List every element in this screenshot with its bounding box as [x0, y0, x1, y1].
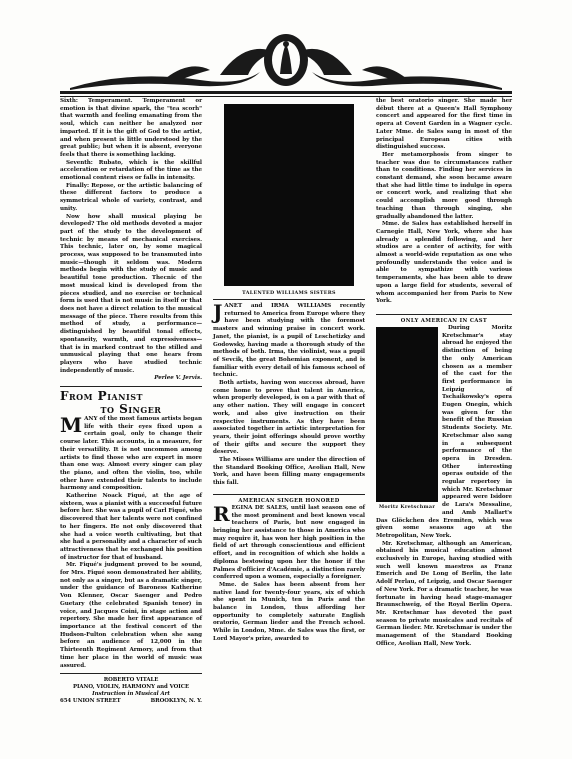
- ad-name: ROBERTO VITALE: [103, 677, 159, 684]
- section-heading-pianist: From Pianist: [60, 389, 143, 404]
- divider: [376, 314, 512, 315]
- divider: [60, 386, 202, 387]
- paragraph-mme: Mme. de Sales has been absent from her native land for twenty-four years, six of which she spent in Munich, ten in Paris and the balance in London, thus affording her opportunity to completely saturate English oratorio, German lieder and the French school. While in London, Mme. de Sales was the first, or Lord Mayor's prize, awarded to: [213, 581, 365, 642]
- section-heading-only-american: ONLY AMERICAN IN CAST: [400, 317, 488, 324]
- ad-sub: Instruction in Musical Art: [92, 691, 170, 698]
- paragraph-mr-kretschmar: Mr. Kretschmar, although an American, obtained his musical education almost exclusively in Europe, having studied with such well known maestros as Franz Emerich and De Long of Berlin, the late Adolf Perlau, of Leipzig, and Oscar Saenger of New York. For a dramatic teacher, he was fortunate in having head stage-manager Braunschweig, of the Royal Berlin Opera. Mr. Kretschmar has devoted the past season to private musicales and recitals of German lieder. Mr. Kretschmar is under the management of the Standard Booking Office, Aeolian Hall, New York.: [376, 540, 512, 647]
- column-middle: [213, 98, 365, 644]
- divider: [213, 494, 365, 495]
- ad-address-right: BROOKLYN, N. Y.: [150, 698, 202, 705]
- paragraph-mme2: Mme. de Sales has established herself in Carnegie Hall, New York, where she has already a splendid following, and her studios are a center of activity, for with almost a world-wide reputation as one who profoundly understands the voice and is able to sympathize with various temperaments, she has been able to draw upon a large field for students, several of whom accompanied her from Paris to New York.: [376, 221, 512, 305]
- paragraph-best: the best oratorio singer. She made her début there at a Queen's Hall Symphony concert and appeared for the first time in opera at Covent Garden in a Wagner cycle. Later Mme. de Sales sang in most of the principal European cities with distinguished success.: [376, 98, 512, 151]
- paragraph-sixth: Sixth: Temperament. Temperament or emotion is that divine spark, the "tea scorh" that warmth and feeling emanating from the soul, which can neither be analyzed nor imparted. If it is the gift of God to the artist, and when present is little understood by the great public; but when it is absent, everyone feels that there is something lacking.: [60, 98, 202, 158]
- ad-address: [60, 698, 202, 705]
- paragraph-regina: EGINA DE SALES, until last season one of the most prominent and best known vocal teachers of Paris, but now engaged in bringing her assistance to those in America who may require it, has won her high position in the field of art through conscientious and efficient effort, and in recognition of which she holds a diploma bestowing upon her the honor if the Palmes d'officier d'Académie, a distinction rarely conferred upon a women, especially a foreigner.: [213, 504, 365, 581]
- paragraph-both: Both artists, having won success abroad, have come home to prove that talent in America, when properly developed, is on a par with that of any other nation. They will engage in concert work, and also give instruction on their respective instruments. As they have been associated together in artistic interpretation for years, their joint offerings should prove worthy of their gifts and secure the support they deserve.: [213, 380, 365, 456]
- paragraph-her: Her metamorphosis from singer to teacher was due to circumstances rather than to conditions. Finding her services in constant demand, she soon became aware that she had little time to indulge in opera or concert work, and realizing that she could accomplish more good through teaching than through singing, she gradually abandoned the latter.: [376, 151, 512, 220]
- photo-block-kretschmar: [376, 327, 438, 510]
- column-right: [376, 98, 512, 649]
- divider: [60, 673, 202, 674]
- paragraph-during: During Moritz Kretschmar's stay abroad he enjoyed the distinction of being the only American chosen as a member of the cast for the first performance in Leipzig of Tschaikowsky's opera Eugen Onegin, which was given for the benefit of the Russian Students Society. Mr. Kretschmar also sang in a subsequent performance of the opera in Dresden. Other interesting operas outside of the regular repertory in which Mr. Kretschmar appeared were Isidore de Lara's Messaline, and Amb Mallart's Das Glöckchen des Eremiten, which was given some seasons ago at the Metropolitan, New York.: [376, 324, 512, 539]
- drop-cap: M: [60, 413, 83, 438]
- paragraph-many: ANY of the most famous artists began life with their eyes fixed upon a certain goal, only to change their course later. This accounts, in a measure, for their versatility. It is not uncommon among artists to find those who are expert in more than one way. Almost every singer can play the piano, and often the violin, too, while other have extended their talents to include harmony and composition.: [60, 416, 202, 492]
- ad-address-left: 654 UNION STREET: [60, 698, 121, 705]
- divider: [213, 299, 365, 300]
- paragraph-misses: The Misses Williams are under the direction of the Standard Booking Office, Aeolian Hall, New York, and have been filling many engagements this fall.: [213, 457, 365, 487]
- section-heading-singer: to Singer: [100, 402, 162, 417]
- paragraph-seventh: Seventh: Rubato, which is the skillful acceleration or retardation of the time as the emotional content rises or falls in intensity.: [60, 159, 202, 182]
- header-ornament: [70, 30, 502, 90]
- article-signature: Perlee V. Jervis.: [154, 375, 202, 382]
- photo-williams-sisters: [224, 104, 354, 286]
- photo-caption: TALENTED WILLIAMS SISTERS: [242, 290, 336, 296]
- header-rule-thin: [60, 96, 512, 97]
- photo-caption: Moritz Kretschmar: [378, 503, 436, 510]
- photo-kretschmar: [376, 327, 438, 502]
- paragraph-katherine: Katherine Noack Fiqué, at the age of sixteen, was a pianist with a successful future before her. She was a pupil of Carl Fiqué, who discovered that her talents were not confined to her fingers. He not only discovered that she had a voice worth cultivating, but that she had a personality and a character of such attractiveness that he exchanged his position of instructor for that of husband.: [60, 493, 202, 561]
- column-left: [60, 98, 202, 705]
- header-rule: [60, 91, 512, 94]
- paragraph-mr-fique: Mr. Fiqué's judgment proved to be sound, for Mrs. Fiqué soon demonstrated her ability, not only as a singer, but as a dramatic singer, under the guidance of Baroness Katherine Von Klenner, Oscar Saenger and Pedro Guetary (the celebrated Spanish tenor) in voice, and Jacques Coini, in stage action and repertory. She made her first appearance of importance at the festival concert of the Hudson-Fulton celebration when she sang before an audience of 12,000 in the Thirteenth Regiment Armory, and from that time her place in the world of music was assured.: [60, 562, 202, 669]
- paragraph-finally: Finally: Repose, or the artistic balancing of these different factors to produce a symmetrical whole of variety, contrast, and unity.: [60, 182, 202, 212]
- paragraph-janet: ANET and IRMA WILLIAMS recently returned to America from Europe where they have been studying with the foremost masters and winning praise in concert work. Janet, the pianist, is a pupil of Leschetizky and Godowsky, having made a thorough study of the methods of both. Irma, the violinist, was a pupil of Sevcik, the great Bohemian exponent, and is familiar with every detail of his famous school of technic.: [213, 303, 365, 379]
- drop-cap: J: [213, 300, 223, 324]
- paragraph-now: Now how shall musical playing be developed? The old methods devoted a major part of the study to the development of technic by means of mechanical exercises. This technic, later on, by some magical process, was supposed to be transmuted into music—though it seldom was. Modern methods begin with the study of music and beautiful tone production. Thecnic of the most musical kind is developed from the pieces studied, and no exercise or technical form is used that is not music in itself or that does not have a direct relation to the musical message of the piece. There results from this method of study, a performance—distinguished by beautiful tonal effects, spontaneity, warmth, and expressiveness—that is in marked contrast to the stilled and unmusical playing that one hears from players who have studied technic independently of music.: [60, 213, 202, 374]
- drop-cap: R: [213, 501, 230, 526]
- section-heading-american-singer: AMERICAN SINGER HONORED: [238, 497, 340, 504]
- ad-line: PIANO, VIOLIN, HARMONY and VOICE: [72, 684, 190, 691]
